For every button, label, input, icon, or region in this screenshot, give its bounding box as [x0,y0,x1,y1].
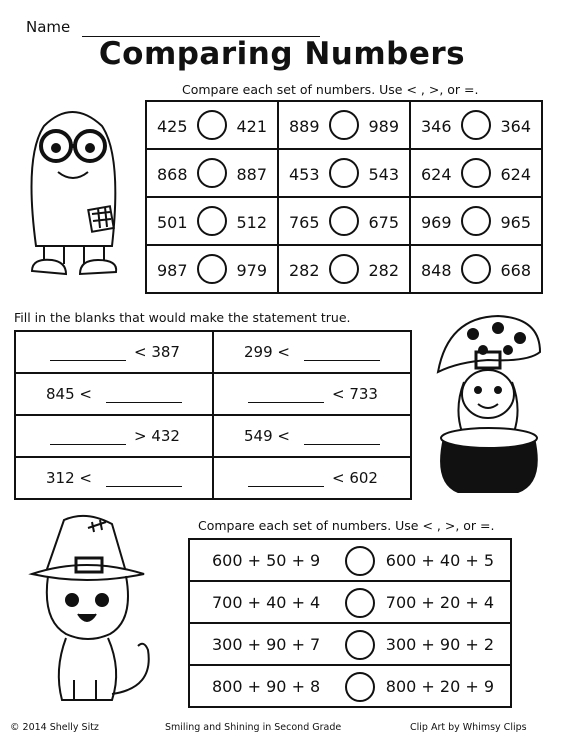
compare-row [146,149,542,197]
answer-blank[interactable] [248,402,324,403]
compare-cell [279,198,409,244]
compare-cell [411,102,541,148]
compare-cell [279,246,409,292]
right-number: 989 [368,117,399,136]
left-number: 425 [157,117,188,136]
compare-cell [411,150,541,196]
statement-text: < 387 [134,343,180,361]
compare-grid-2 [188,538,512,708]
statement-text: < 602 [332,469,378,487]
fill-blanks-grid [14,330,412,500]
compare-cell [147,246,277,292]
answer-circle[interactable] [329,206,359,236]
compare-cell [279,102,409,148]
left-number: 987 [157,261,188,280]
footer-center: Smiling and Shining in Second Grade [165,722,342,733]
answer-circle[interactable] [345,546,375,576]
expanded-compare-row [189,665,511,707]
fill-cell [16,416,212,456]
section2-instruction: Fill in the blanks that would make the statement true. [14,310,351,325]
fill-cell [214,332,410,372]
footer-copyright: © 2014 Shelly Sitz [10,722,99,733]
expanded-compare-cell [190,540,510,580]
statement-text: < 733 [332,385,378,403]
right-number: 887 [236,165,267,184]
left-number: 969 [421,213,452,232]
right-expression: 300 + 90 + 2 [385,635,494,654]
statement-text: > 432 [134,427,180,445]
answer-blank[interactable] [50,444,126,445]
answer-circle[interactable] [345,588,375,618]
answer-circle[interactable] [461,110,491,140]
right-expression: 600 + 40 + 5 [385,551,494,570]
ghost-kid-illustration [14,96,132,294]
right-number: 675 [368,213,399,232]
cat-witch-hat-illustration [26,510,168,706]
left-number: 501 [157,213,188,232]
witch-girl-illustration [428,312,550,500]
compare-cell [147,102,277,148]
compare-cell [411,246,541,292]
left-number: 765 [289,213,320,232]
compare-grid-1 [145,100,543,294]
statement-text: 312 < [46,469,92,487]
compare-row [146,101,542,149]
expanded-compare-row [189,581,511,623]
answer-circle[interactable] [461,158,491,188]
fill-cell [16,458,212,498]
compare-row [146,197,542,245]
fill-row [15,415,411,457]
answer-circle[interactable] [197,110,227,140]
left-number: 848 [421,261,452,280]
right-expression: 800 + 20 + 9 [385,677,494,696]
compare-cell [411,198,541,244]
left-number: 282 [289,261,320,280]
answer-circle[interactable] [329,110,359,140]
compare-cell [279,150,409,196]
left-expression: 300 + 90 + 7 [212,635,321,654]
answer-circle[interactable] [461,254,491,284]
answer-blank[interactable] [50,360,126,361]
expanded-compare-cell [190,666,510,706]
fill-cell [16,332,212,372]
answer-blank[interactable] [304,360,380,361]
left-number: 453 [289,165,320,184]
answer-circle[interactable] [461,206,491,236]
fill-row [15,373,411,415]
right-expression: 700 + 20 + 4 [385,593,494,612]
right-number: 624 [500,165,531,184]
left-number: 889 [289,117,320,136]
right-number: 421 [236,117,267,136]
right-number: 364 [500,117,531,136]
right-number: 979 [236,261,267,280]
fill-cell [214,374,410,414]
answer-circle[interactable] [329,254,359,284]
right-number: 668 [500,261,531,280]
fill-cell [214,458,410,498]
statement-text: 549 < [244,427,290,445]
answer-blank[interactable] [106,402,182,403]
answer-circle[interactable] [345,672,375,702]
left-number: 624 [421,165,452,184]
left-number: 346 [421,117,452,136]
page-title: Comparing Numbers [98,36,466,72]
compare-cell [147,198,277,244]
expanded-compare-cell [190,624,510,664]
expanded-compare-row [189,539,511,581]
answer-blank[interactable] [248,486,324,487]
answer-circle[interactable] [329,158,359,188]
answer-circle[interactable] [197,158,227,188]
right-number: 965 [500,213,531,232]
answer-blank[interactable] [106,486,182,487]
left-expression: 800 + 90 + 8 [212,677,321,696]
expanded-compare-row [189,623,511,665]
section3-instruction: Compare each set of numbers. Use < , >, or =. [198,518,495,533]
answer-blank[interactable] [304,444,380,445]
left-expression: 700 + 40 + 4 [212,593,321,612]
fill-row [15,457,411,499]
answer-circle[interactable] [197,254,227,284]
compare-cell [147,150,277,196]
answer-circle[interactable] [197,206,227,236]
name-label: Name [26,18,71,36]
expanded-compare-cell [190,582,510,622]
right-number: 512 [236,213,267,232]
fill-cell [16,374,212,414]
statement-text: 845 < [46,385,92,403]
fill-cell [214,416,410,456]
left-expression: 600 + 50 + 9 [212,551,321,570]
section1-instruction: Compare each set of numbers. Use < , >, or =. [182,82,479,97]
compare-row [146,245,542,293]
statement-text: 299 < [244,343,290,361]
left-number: 868 [157,165,188,184]
fill-row [15,331,411,373]
footer-credit: Clip Art by Whimsy Clips [410,722,527,733]
right-number: 282 [368,261,399,280]
answer-circle[interactable] [345,630,375,660]
right-number: 543 [368,165,399,184]
